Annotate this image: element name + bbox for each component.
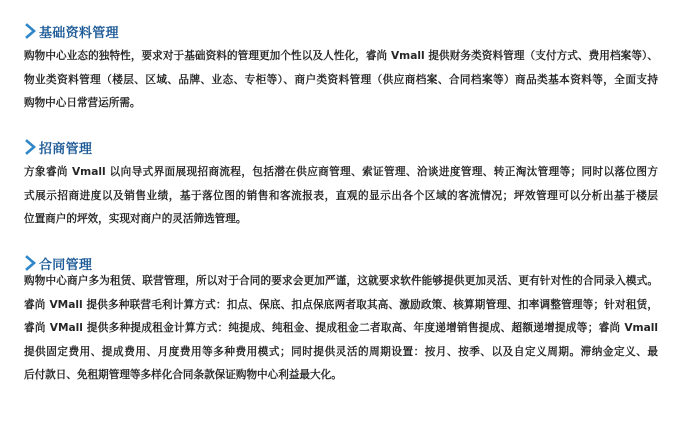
section-title: 合同管理 (39, 257, 93, 273)
section-header (24, 138, 92, 156)
section-header (24, 22, 119, 40)
paragraph-line: 方象睿尚 Vmall 以向导式界面展现招商流程，包括潜在供应商管理、索证管理、洽谈进度管理、转正淘汰管理等；同时以落位图方 (24, 166, 658, 178)
chevron-right-icon (24, 23, 38, 39)
section-title: 基础资料管理 (39, 25, 119, 41)
section-paragraph (24, 161, 658, 232)
paragraph-line: 购物中心日常营运所需。 (24, 97, 141, 109)
paragraph-line: 式展示招商进度以及销售业绩，基于落位图的销售和客流报表，直观的显示出各个区域的客流情况；坪效管理可以分析出基于楼层 (24, 189, 658, 202)
section-paragraph (24, 45, 658, 116)
paragraph-line: 位置商户的坪效，实现对商户的灵活筛选管理。 (24, 213, 247, 225)
paragraph-line: 提供固定费用、提成费用、月度费用等多种费用模式；同时提供灵活的周期设置：按月、按季、以及自定义周期。滞纳金定义、最 (24, 345, 658, 358)
chevron-right-icon (24, 139, 38, 155)
paragraph-line: 后付款日、免租期管理等多样化合同条款保证购物中心利益最大化。 (24, 369, 342, 381)
chevron-right-icon (24, 255, 38, 271)
section-paragraph (24, 270, 658, 388)
section-title: 招商管理 (39, 141, 93, 157)
paragraph-line: 购物中心商户多为租赁、联营管理，所以对于合同的要求会更加严谨，这就要求软件能够提供更加灵活、更有针对性的合同录入模式。 (24, 275, 658, 287)
paragraph-line: 物业类资料管理（楼层、区域、品牌、业态、专柜等）、商户类资料管理（供应商档案、合同档案等）商品类基本资料等，全面支持 (24, 73, 658, 86)
paragraph-line: 睿尚 VMall 提供多种联营毛利计算方式：扣点、保底、扣点保底两者取其高、激励政策、核算期管理、扣率调整管理等；针对租赁， (24, 298, 658, 311)
paragraph-line: 购物中心业态的独特性，要求对于基础资料的管理更加个性以及人性化，睿尚 Vmall 提供财务类资料管理（支付方式、费用档案等）、 (24, 50, 658, 62)
paragraph-line: 睿尚 VMall 提供多种提成租金计算方式：纯提成、纯租金、提成租金二者取高、年度递增销售提成、超额递增提成等；睿尚 Vmall (24, 322, 658, 334)
